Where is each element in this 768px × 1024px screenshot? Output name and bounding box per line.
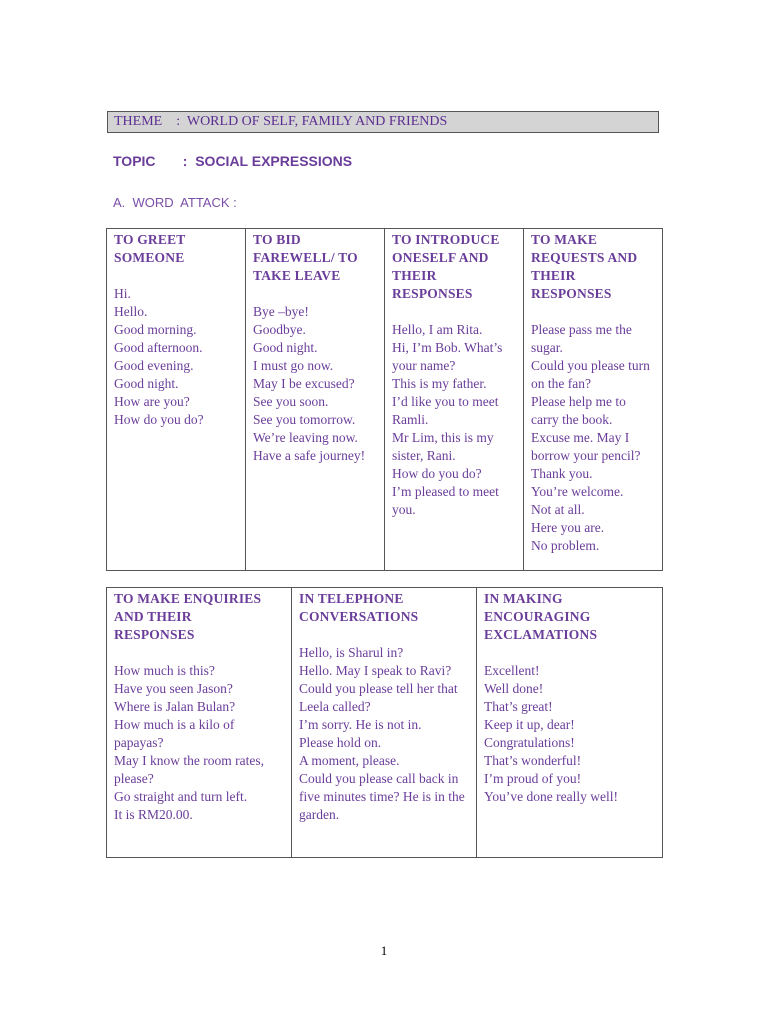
table-row	[107, 588, 663, 858]
list-item: Please hold on.	[299, 735, 382, 750]
list-item: Hello, I am Rita.	[392, 322, 483, 337]
list-item: Please pass me the sugar.	[531, 322, 632, 355]
expression-list	[531, 321, 655, 555]
spacer	[531, 303, 655, 321]
list-item: Excuse me. May I borrow your pencil?	[531, 430, 641, 463]
list-item: How much is this?	[114, 663, 215, 678]
list-item: That’s wonderful!	[484, 753, 582, 768]
list-item: Good night.	[114, 376, 179, 391]
column-heading	[299, 590, 469, 626]
column-heading-line: TAKE LEAVE	[253, 268, 341, 283]
list-item: Go straight and turn left.	[114, 789, 248, 804]
column-heading-line: REQUESTS AND	[531, 250, 638, 265]
list-item: I’m pleased to meet you.	[392, 484, 499, 517]
column-heading-line: FAREWELL/ TO	[253, 250, 358, 265]
table-cell	[107, 229, 246, 571]
column-heading	[531, 231, 655, 303]
list-item: I’d like you to meet Ramli.	[392, 394, 499, 427]
column-heading-line: TO GREET	[114, 232, 186, 247]
expression-list	[299, 644, 469, 824]
spacer	[392, 303, 516, 321]
list-item: This is my father.	[392, 376, 487, 391]
list-item: I’m sorry. He is not in.	[299, 717, 422, 732]
topic-heading	[113, 153, 352, 169]
spacer	[253, 285, 377, 303]
table-cell	[107, 588, 292, 858]
list-item: Excellent!	[484, 663, 540, 678]
list-item: I’m proud of you!	[484, 771, 582, 786]
column-heading-line: EXCLAMATIONS	[484, 627, 598, 642]
list-item: Good afternoon.	[114, 340, 203, 355]
list-item: Have a safe journey!	[253, 448, 366, 463]
column-heading	[114, 231, 238, 267]
list-item: Have you seen Jason?	[114, 681, 233, 696]
expression-list	[484, 662, 655, 806]
theme-banner	[107, 111, 659, 133]
list-item: Congratulations!	[484, 735, 575, 750]
column-heading-line: CONVERSATIONS	[299, 609, 419, 624]
list-item: How much is a kilo of papayas?	[114, 717, 235, 750]
column-heading-line: ENCOURAGING	[484, 609, 591, 624]
list-item: Not at all.	[531, 502, 585, 517]
list-item: How do you do?	[114, 412, 204, 427]
table-cell	[385, 229, 524, 571]
table-cell	[292, 588, 477, 858]
column-heading-line: THEIR	[392, 268, 437, 283]
list-item: May I be excused?	[253, 376, 355, 391]
list-item: I must go now.	[253, 358, 334, 373]
column-heading-line: RESPONSES	[114, 627, 195, 642]
list-item: Where is Jalan Bulan?	[114, 699, 236, 714]
column-heading-line: ONESELF AND	[392, 250, 489, 265]
theme-label: THEME	[114, 114, 163, 129]
column-heading	[253, 231, 377, 285]
expressions-table-1	[106, 228, 663, 571]
table-row	[107, 229, 663, 571]
column-heading-line: TO MAKE	[531, 232, 598, 247]
list-item: Hello, is Sharul in?	[299, 645, 404, 660]
spacer	[114, 267, 238, 285]
column-heading-line: THEIR	[531, 268, 576, 283]
list-item: Thank you.	[531, 466, 593, 481]
column-heading-line: TO BID	[253, 232, 301, 247]
column-heading-line: TO INTRODUCE	[392, 232, 500, 247]
list-item: Hello.	[114, 304, 148, 319]
table-cell	[524, 229, 663, 571]
list-item: See you tomorrow.	[253, 412, 356, 427]
list-item: A moment, please.	[299, 753, 400, 768]
column-heading-line: RESPONSES	[392, 286, 473, 301]
list-item: Goodbye.	[253, 322, 306, 337]
list-item: Keep it up, dear!	[484, 717, 575, 732]
list-item: Could you please tell her that Leela called?	[299, 681, 458, 714]
list-item: Hi.	[114, 286, 131, 301]
theme-value: WORLD OF SELF, FAMILY AND FRIENDS	[186, 114, 448, 129]
page-number: 1	[380, 943, 388, 958]
column-heading-line: TO MAKE ENQUIRIES	[114, 591, 262, 606]
expression-list	[253, 303, 377, 465]
list-item: That’s great!	[484, 699, 553, 714]
list-item: Good night.	[253, 340, 318, 355]
list-item: See you soon.	[253, 394, 329, 409]
expression-list	[114, 662, 284, 824]
list-item: You’ve done really well!	[484, 789, 618, 804]
list-item: Well done!	[484, 681, 544, 696]
spacer	[484, 644, 655, 662]
list-item: Bye –bye!	[253, 304, 309, 319]
table-cell	[246, 229, 385, 571]
column-heading-line: AND THEIR	[114, 609, 192, 624]
list-item: Could you please call back in five minutes time? He is in the garden.	[299, 771, 465, 822]
column-heading	[114, 590, 284, 644]
list-item: We’re leaving now.	[253, 430, 358, 445]
list-item: May I know the room rates, please?	[114, 753, 264, 786]
list-item: Here you are.	[531, 520, 605, 535]
expressions-table-2	[106, 587, 663, 858]
topic-value: SOCIAL EXPRESSIONS	[195, 153, 353, 169]
column-heading-line: IN MAKING	[484, 591, 563, 606]
list-item: Please help me to carry the book.	[531, 394, 626, 427]
expression-list	[114, 285, 238, 429]
list-item: It is RM20.00.	[114, 807, 193, 822]
list-item: Hello. May I speak to Ravi?	[299, 663, 452, 678]
list-item: Mr Lim, this is my sister, Rani.	[392, 430, 494, 463]
column-heading	[484, 590, 655, 644]
table-cell	[477, 588, 663, 858]
section-label: A. WORD ATTACK :	[113, 195, 237, 210]
list-item: How do you do?	[392, 466, 482, 481]
list-item: Good morning.	[114, 322, 197, 337]
column-heading-line: SOMEONE	[114, 250, 185, 265]
spacer	[299, 626, 469, 644]
expression-list	[392, 321, 516, 519]
list-item: Could you please turn on the fan?	[531, 358, 650, 391]
list-item: You’re welcome.	[531, 484, 624, 499]
column-heading-line: RESPONSES	[531, 286, 612, 301]
spacer	[114, 644, 284, 662]
column-heading-line: IN TELEPHONE	[299, 591, 404, 606]
list-item: How are you?	[114, 394, 190, 409]
list-item: Good evening.	[114, 358, 194, 373]
list-item: No problem.	[531, 538, 600, 553]
theme-separator: :	[176, 114, 181, 129]
list-item: Hi, I’m Bob. What’s your name?	[392, 340, 503, 373]
topic-label: TOPIC	[113, 153, 156, 169]
column-heading	[392, 231, 516, 303]
topic-separator: :	[182, 153, 188, 169]
